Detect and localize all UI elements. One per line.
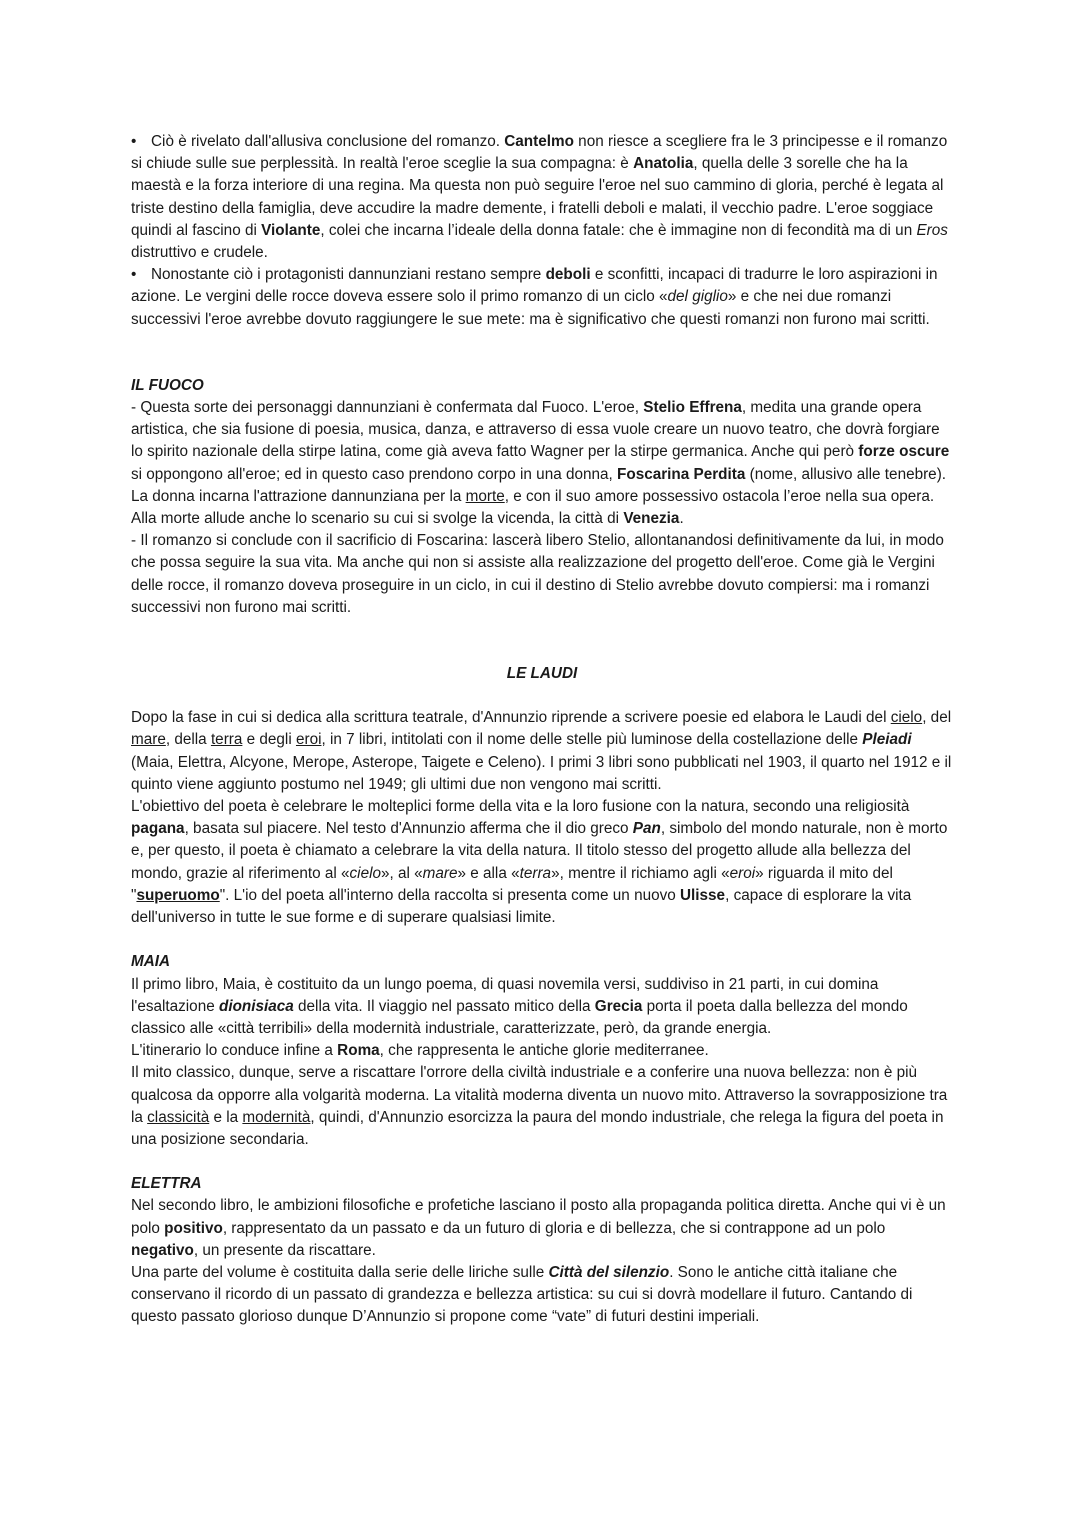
bullet-paragraph-1 [131,131,953,264]
text-run: Nonostante ciò i protagonisti dannunziani restano sempre [151,266,546,284]
heading-elettra: ELETTRA [131,1175,202,1193]
text-run: , quindi, d'Annunzio esorcizza la paura del mondo industriale, che relega la figura del poeta in una posizione secondaria. [131,1108,944,1148]
text-run: e sconfitti, incapaci di tradurre le loro aspirazioni in azione. Le vergini delle rocce doveva essere solo il primo romanzo di un ciclo « [131,266,938,306]
text-run: Pleiadi [862,731,912,749]
text-run: Pan [632,820,661,838]
laudi-paragraph-2 [131,796,953,929]
paragraph-text [131,266,938,327]
text-run: superuomo [136,886,220,904]
text-run: , basata sul piacere. Nel testo d'Annunzio afferma che il dio greco [184,820,633,838]
text-run: Ulisse [680,886,726,904]
text-run: mare [131,731,166,749]
fuoco-paragraph-2 [131,530,953,619]
text-run: , rappresentato da un passato e da un futuro di gloria e di bellezza, che si contrappone ad un polo [222,1219,886,1237]
text-run: Dopo la fase in cui si dedica alla scrittura teatrale, d'Annunzio riprende a scrivere poesie ed elabora le Laudi del [131,709,891,727]
maia-paragraph-2 [131,1040,953,1062]
text-run: porta il poeta dalla bellezza del mondo classico alle «città terribili» della modernità industriale, caratterizzate, però, da grande energia. [131,997,908,1037]
text-run: , un presente da riscattare. [193,1241,376,1259]
text-run: L'obiettivo del poeta è celebrare le molteplici forme della vita e la loro fusione con la natura, secondo una religiosità [131,798,910,816]
text-run: Ciò è rivelato dall'allusiva conclusione del romanzo. [151,133,505,150]
text-run: L'itinerario lo conduce infine a [131,1042,338,1060]
text-run: (nome, allusivo alle tenebre). La donna incarna l'attrazione dannunziana per la [131,465,947,505]
elettra-paragraph-1 [131,1195,953,1262]
text-run: non riesce a scegliere fra le 3 principesse e il romanzo si chiude sulle sue perplessità. In realtà l'eroe sceglie la sua compagna: è [131,133,948,173]
text-run: », mentre il richiamo agli « [551,864,730,882]
text-run: terra [519,864,552,882]
text-run: , simbolo del mondo naturale, non è morto e, per questo, il poeta è chiamato a celebrare la vita della natura. Il titolo stesso del progetto allude alla bellezza del mondo, grazie al riferimento al « [131,820,948,882]
text-run: , che rappresenta le antiche glorie mediterranee. [379,1042,709,1060]
heading-maia: MAIA [131,953,171,971]
text-run: del giglio [667,288,728,306]
text-run: Roma [337,1042,380,1060]
text-run: modernità [242,1108,311,1126]
text-run: . Sono le antiche città italiane che conservano il ricordo di un passato di grandezza e bellezza artistica: su cui si dovrà modellare il futuro. Cantando di questo passato glorioso dunque D’Annunzio si propone come “vate” di futuri destini imperiali. [131,1263,913,1326]
text-run: Nel secondo libro, le ambizioni filosofiche e profetiche lasciano il posto alla propaganda politica diretta. Anche qui vi è un polo [131,1197,946,1237]
text-run: , quella delle 3 sorelle che ha la maestà e la forza interiore di una regina. Ma questa non può seguire l'eroe nel suo cammino di gloria, perché è legata al triste destino della famiglia, deve accudire la madre demente, i fratelli deboli e malati, il vecchio padre. L'eroe soggiace quindi al fascino di [131,155,944,239]
text-run: e la [209,1108,243,1126]
text-run: cielo [349,864,381,882]
text-run: eroi [729,864,756,882]
text-run: » e alla « [457,864,520,882]
bullet-icon: • [131,266,137,284]
text-run: forze oscure [858,443,950,461]
text-run: Il primo libro, Maia, è costituito da un lungo poema, di quasi novemila versi, suddiviso in 21 parti, in cui domina l'esaltazione [131,975,879,1015]
bullet-icon: • [131,133,137,150]
text-run: Il mito classico, dunque, serve a riscattare l'orrore della civiltà industriale e a conferire una nuova bellezza: non è più qualcosa da opporre alla volgarità moderna. La vitalità moderna diventa un nuovo mito. Attraverso la sovrapposizione tra la [131,1064,948,1126]
maia-paragraph-1 [131,974,953,1041]
text-run: morte [465,487,505,505]
text-run: negativo [131,1241,194,1259]
text-run: pagana [131,820,185,838]
text-run: - Questa sorte dei personaggi dannunziani è confermata dal Fuoco. L'eroe, [131,399,644,417]
text-run: . [679,510,684,528]
text-run: , e con il suo amore possessivo ostacola l’eroe nella sua opera. Alla morte allude anche lo scenario su cui si svolge la vicenda, la città di [131,487,935,528]
text-run: e degli [242,731,296,749]
text-run: mare [422,864,458,882]
bullet-paragraph-2 [131,264,953,331]
text-run: » riguarda il mito del " [131,864,893,904]
text-run: , medita una grande opera artistica, che sia fusione di poesia, musica, danza, e attraverso di essa vuole creare un nuovo teatro, che dovrà forgiare lo spirito nazionale della stirpe latina, come già aveva fatto Wagner per la stirpe germanica. Anche qui però [131,399,940,461]
text-run: Venezia [623,510,680,528]
text-run: Grecia [594,997,643,1015]
text-run: , colei che incarna l’ideale della donna fatale: che è immagine non di fecondità ma di un [320,221,917,239]
text-run: Eros [916,221,948,239]
text-run: positivo [164,1219,223,1237]
text-run: Stelio Effrena [643,399,742,417]
text-run: cielo [890,709,923,727]
text-run: Cantelmo [504,133,574,150]
maia-paragraph-3 [131,1062,953,1151]
text-run: , del [922,709,952,727]
text-run: », al « [380,864,423,882]
text-run: - Il romanzo si conclude con il sacrificio di Foscarina: lascerà libero Stelio, allontanandosi definitivamente da lui, in modo che possa seguire la sua vita. Ma anche qui non si assiste alla realizzazione del progetto dell'eroe. Come già le Vergini delle rocce, il romanzo doveva proseguire in un ciclo, in cui il destino di Stelio avrebbe dovuto compiersi: ma i romanzi successivi non furono mai scritti. [131,532,944,616]
text-run: deboli [545,266,591,284]
text-run: , capace di esplorare la vita dell'universo in tutte le sue forme e di superare qualsiasi limite. [131,886,912,927]
text-run: Anatolia [633,155,694,173]
text-run: dionisiaca [218,997,294,1015]
text-run: della vita. Il viaggio nel passato mitico della [293,997,595,1015]
text-run: , della [165,731,211,749]
laudi-paragraph-1 [131,707,953,796]
text-run: (Maia, Elettra, Alcyone, Merope, Asterope, Taigete e Celeno). I primi 3 libri sono pubblicati nel 1903, il quarto nel 1912 e il quinto viene aggiunto postumo nel 1949; gli ultimi due non vengono mai scritti. [131,753,952,793]
text-run: Violante [261,221,321,239]
elettra-paragraph-2 [131,1262,953,1329]
heading-le-laudi: LE LAUDI [506,665,578,683]
text-run: ". L'io del poeta all'interno della raccolta si presenta come un nuovo [219,886,680,904]
text-column [131,131,953,1329]
text-run: eroi [295,731,322,749]
text-run: Una parte del volume è costituita dalla serie delle liriche sulle [131,1263,549,1281]
fuoco-paragraph-1 [131,397,953,530]
text-run: » e che nei due romanzi successivi l'eroe avrebbe dovuto raggiungere le sue mete: ma è significativo che questi romanzi non furono mai scritti. [131,288,930,328]
paragraph-text [131,133,948,261]
text-run: Foscarina Perdita [617,465,746,483]
heading-il-fuoco: IL FUOCO [131,376,204,394]
text-run: classicità [147,1108,210,1126]
text-run: si oppongono all'eroe; ed in questo caso prendono corpo in una donna, [131,465,617,483]
text-run: Città del silenzio [548,1263,670,1281]
text-run: distruttivo e crudele. [131,244,268,262]
text-run: terra [210,731,243,749]
text-run: , in 7 libri, intitolati con il nome delle stelle più luminose della costellazione delle [321,731,863,749]
